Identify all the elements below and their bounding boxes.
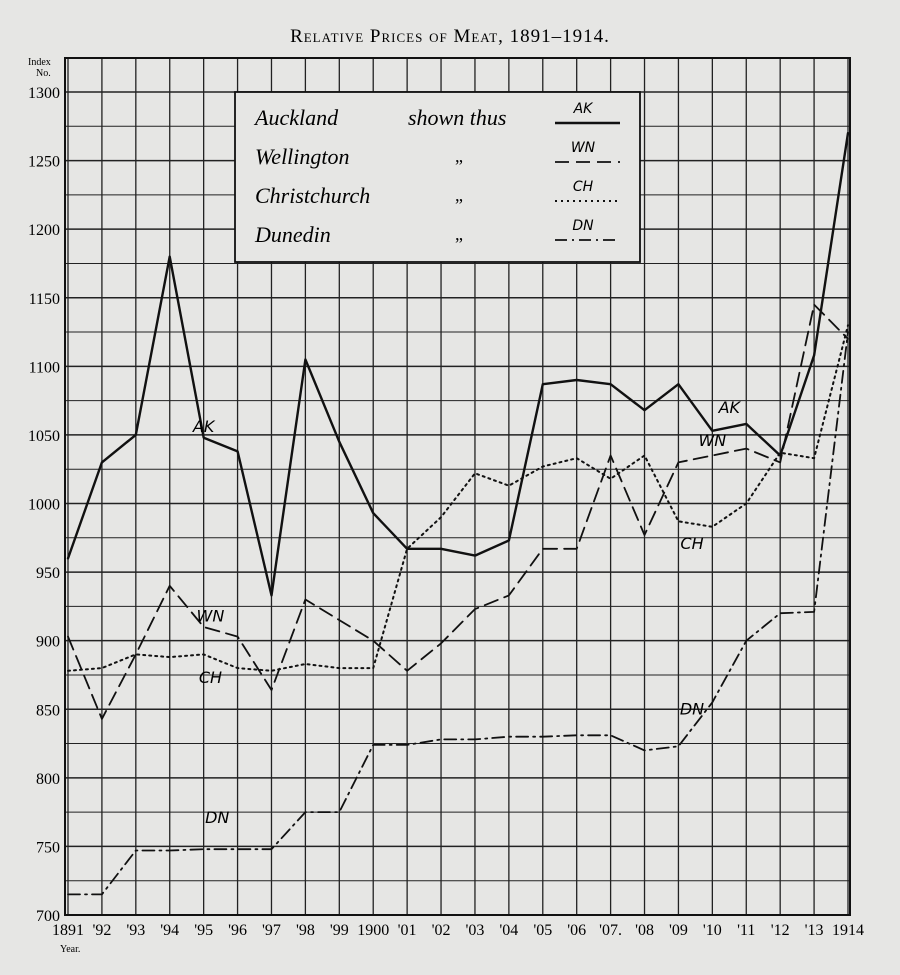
x-tick-label: '98	[295, 922, 315, 939]
x-tick-label: '93	[126, 922, 146, 939]
y-tick-label: 1150	[28, 290, 60, 308]
series-line-ch	[68, 325, 848, 671]
x-tick-label: '11	[737, 922, 756, 939]
series-tag-dn: DN	[679, 699, 705, 719]
y-tick-label: 700	[36, 908, 60, 925]
x-tick-label: '12	[770, 922, 790, 939]
x-tick-label: '03	[465, 922, 485, 939]
y-tick-label: 1250	[28, 153, 60, 171]
x-tick-label: '07.	[599, 922, 623, 939]
y-tick-label: 1050	[28, 427, 60, 445]
legend-entry-code: WN	[570, 140, 596, 156]
y-tick-label: 1300	[28, 85, 60, 102]
legend-entry-name: Dunedin	[255, 222, 331, 247]
x-tick-label: '92	[92, 922, 112, 939]
y-tick-label: 1200	[28, 222, 60, 240]
legend-entry-name: Christchurch	[255, 183, 371, 208]
x-tick-label: 1900	[357, 922, 390, 939]
legend-entry-ditto: „	[455, 224, 463, 244]
x-tick-label: '13	[804, 922, 824, 939]
legend-entry-code: CH	[572, 179, 594, 195]
legend-entry-ditto: „	[455, 146, 463, 166]
x-tick-label: 1914	[832, 922, 864, 939]
x-tick-label: '94	[160, 922, 180, 939]
series-tag-ch: CH	[198, 668, 223, 688]
series-tag-wn: WN	[196, 606, 225, 626]
x-tick-label: '97	[262, 922, 281, 939]
x-tick-label: '05	[533, 922, 553, 939]
y-tick-label: 900	[36, 633, 60, 651]
legend-entry-name: Wellington	[255, 144, 350, 169]
legend	[235, 92, 640, 262]
y-axis-label-no: No.	[36, 68, 51, 79]
x-tick-label: '10	[702, 922, 722, 939]
series-tags	[192, 398, 742, 827]
series-tag-wn: WN	[698, 430, 727, 450]
x-tick-label: '99	[329, 922, 349, 939]
y-tick-label: 800	[36, 770, 60, 788]
legend-entry-note: shown thus	[408, 105, 507, 130]
y-tick-label: 1000	[28, 496, 60, 514]
y-tick-label: 750	[36, 839, 60, 857]
series-tag-ch: CH	[680, 533, 704, 553]
legend-entry-ditto: „	[455, 185, 463, 205]
x-tick-label: '08	[635, 922, 654, 939]
series-tag-dn: DN	[205, 808, 230, 828]
x-tick-label: '06	[567, 922, 587, 939]
y-tick-label: 950	[36, 565, 60, 583]
x-tick-label: '96	[228, 922, 248, 939]
series-tag-ak: AK	[718, 397, 741, 417]
x-tick-label: '95	[194, 922, 214, 939]
legend-entry-name: Auckland	[255, 105, 339, 130]
x-tick-label: '01	[397, 922, 417, 939]
legend-entry-code: DN	[572, 218, 594, 234]
x-tick-label: '02	[431, 922, 451, 939]
x-tick-label: '09	[668, 922, 688, 939]
chart-title: Relative Prices of Meat, 1891–1914.	[290, 26, 610, 47]
y-axis-label-index: Index	[28, 57, 51, 68]
x-axis-label-year: Year.	[60, 944, 81, 955]
y-tick-label: 850	[36, 702, 60, 720]
legend-entry-code: AK	[573, 101, 593, 117]
x-tick-label: '04	[499, 922, 519, 939]
series-tag-ak: AK	[192, 417, 215, 437]
y-tick-label: 1100	[28, 359, 60, 377]
x-tick-label: 1891	[52, 922, 84, 939]
